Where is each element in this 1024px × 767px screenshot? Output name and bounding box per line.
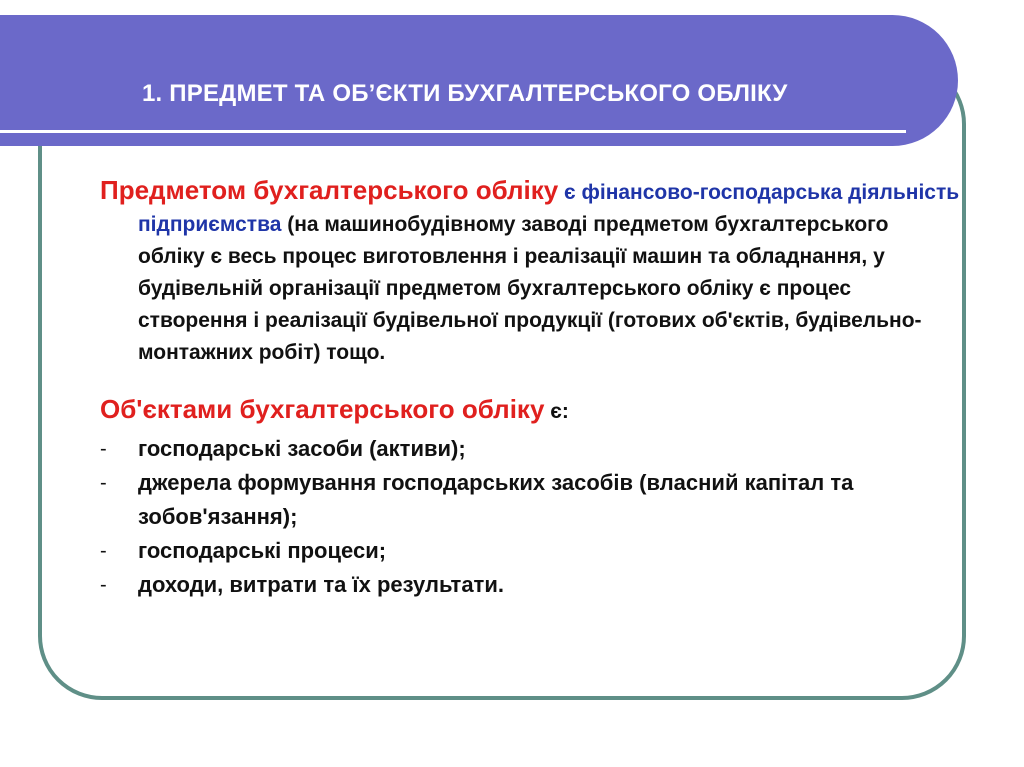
subject-paragraph (100, 174, 960, 369)
list-item (100, 466, 960, 534)
title-underline (0, 130, 906, 133)
subject-term: Предметом бухгалтерського обліку (100, 175, 559, 205)
list-bullet: - (100, 438, 107, 460)
list-item-text: господарські засоби (активи); (138, 436, 466, 461)
objects-heading (100, 393, 960, 428)
objects-connector: є: (544, 400, 569, 423)
list-item-text: джерела формування господарських засобів (власний капітал та зобов'язання); (138, 470, 854, 529)
subject-description: (на машинобудівному заводі предметом бухгалтерського обліку є весь процес виготовлення і реалізації машин та обладнання, у будівельній організації предметом бухгалтерського обліку є процес створення і реалізації будівельної продукції (готових об'єктів, будівельно-монтажних робіт) тощо. (138, 213, 922, 364)
slide-title: 1. ПРЕДМЕТ ТА ОБ’ЄКТИ БУХГАЛТЕРСЬКОГО ОБЛІКУ (142, 80, 788, 107)
list-bullet: - (100, 540, 107, 562)
list-item-text: господарські процеси; (138, 538, 387, 563)
list-bullet: - (100, 574, 107, 596)
subject-highlight: фінансово-господарська діяльність підприємства (138, 181, 960, 236)
list-item-text: доходи, витрати та їх результати. (138, 572, 504, 597)
objects-term: Об'єктами бухгалтерського обліку (100, 394, 545, 424)
list-item (100, 568, 960, 602)
list-item (100, 534, 960, 568)
slide-content (100, 174, 960, 602)
objects-list (100, 432, 960, 602)
list-bullet: - (100, 472, 107, 494)
subject-connector: є (558, 181, 582, 204)
list-item (100, 432, 960, 466)
